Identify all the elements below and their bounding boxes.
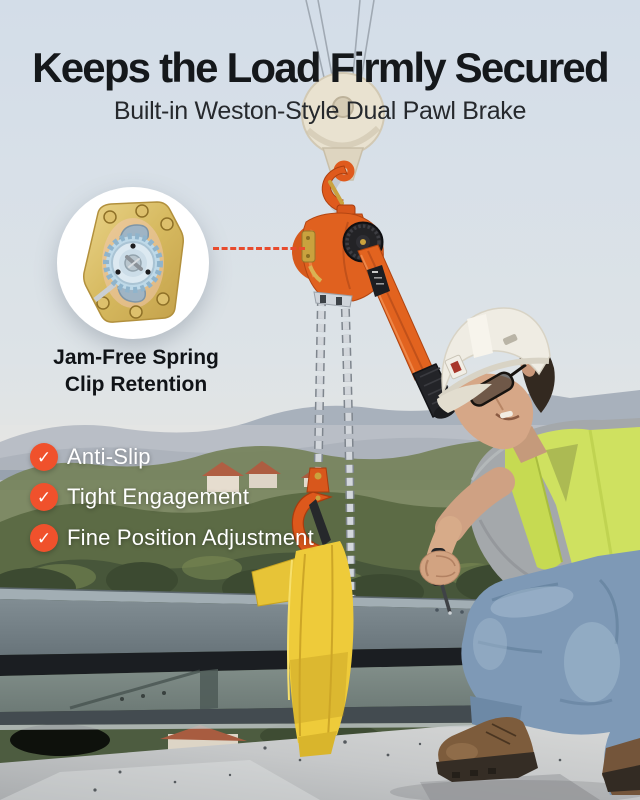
callout-caption-line2: Clip Retention <box>64 373 208 396</box>
check-badge <box>30 443 58 471</box>
feature-anti-slip <box>30 443 151 471</box>
feature-tight-engagement <box>30 483 249 511</box>
ratchet-gear <box>106 236 160 290</box>
check-icon: ✓ <box>36 487 52 507</box>
brake-mechanism-callout <box>57 187 209 339</box>
brake-mechanism-illustration <box>57 187 209 339</box>
callout-dashed-line <box>213 247 305 250</box>
feature-fine-position-adjustment <box>30 524 314 552</box>
callout-caption <box>16 344 256 398</box>
check-icon: ✓ <box>36 447 52 467</box>
check-badge <box>30 483 58 511</box>
check-badge <box>30 524 58 552</box>
feature-label: Fine Position Adjustment <box>67 525 314 550</box>
callout-caption-line1: Jam-Free Spring <box>53 346 219 369</box>
feature-label: Tight Engagement <box>67 484 250 509</box>
page-subtitle: Built-in Weston-Style Dual Pawl Brake <box>113 97 527 125</box>
check-icon: ✓ <box>36 528 52 548</box>
feature-label: Anti-Slip <box>67 444 151 469</box>
page-title: Keeps the Load Firmly Secured <box>32 44 608 91</box>
